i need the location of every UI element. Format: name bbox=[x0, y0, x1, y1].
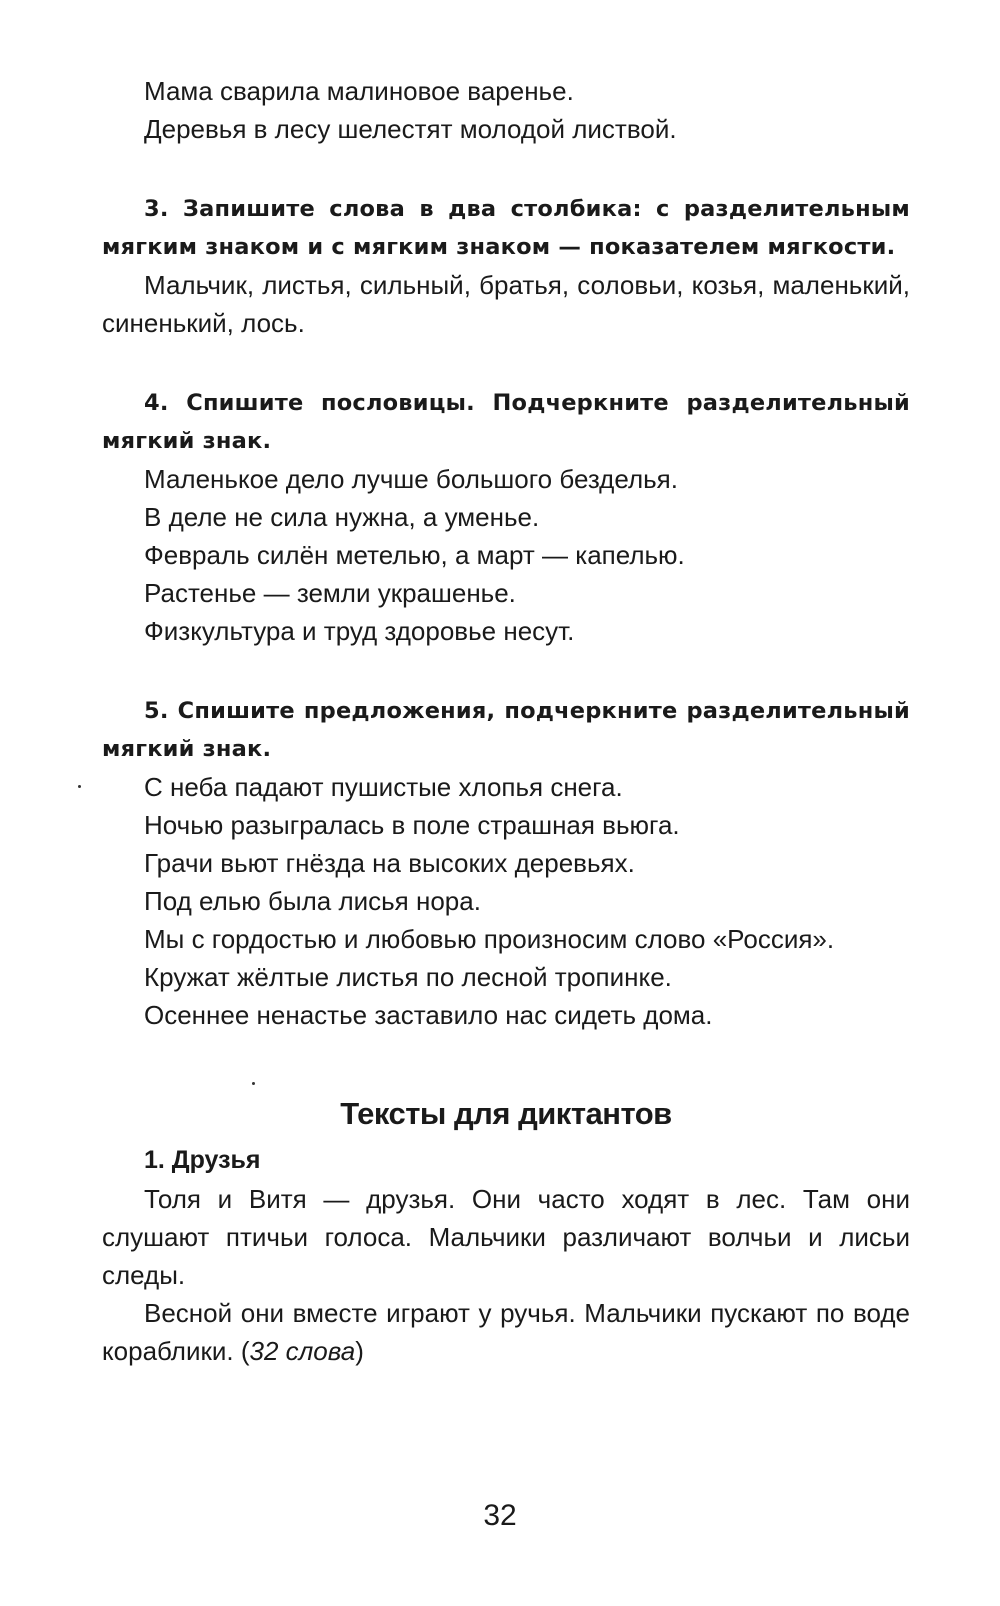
sentence-line: Мама сварила малиновое варенье. bbox=[144, 76, 574, 106]
sentence-line: Ночью разыгралась в поле страшная вьюга. bbox=[144, 810, 680, 840]
task-3-instruction: 3. Запишите слова в два столбика: с разделительным мягким знаком и с мягким знаком — показателем мягкости. bbox=[102, 196, 910, 260]
proverb-line: Февраль силён метелью, а март — капелью. bbox=[144, 540, 685, 570]
task-5-instruction: 5. Спишите предложения, подчеркните разделительный мягкий знак. bbox=[102, 698, 910, 762]
sentence-line: Мы с гордостью и любовью произносим слово «Россия». bbox=[144, 924, 835, 954]
proverb-line: Маленькое дело лучше большого безделья. bbox=[144, 464, 678, 494]
sentence-line: Деревья в лесу шелестят молодой листвой. bbox=[144, 114, 677, 144]
page-number: 32 bbox=[483, 1499, 517, 1532]
dictation-paragraph-1: Толя и Витя — друзья. Они часто ходят в лес. Там они слушают птичьи голоса. Мальчики различают волчьи и лисьи следы. bbox=[102, 1184, 910, 1290]
print-speck bbox=[78, 785, 81, 788]
sentence-line: Под елью была лисья нора. bbox=[144, 886, 481, 916]
section-title: Тексты для диктантов bbox=[340, 1096, 672, 1131]
sentence-line: Грачи вьют гнёзда на высоких деревьях. bbox=[144, 848, 635, 878]
document-page bbox=[102, 72, 910, 1370]
proverb-line: Растенье — земли украшенье. bbox=[144, 578, 516, 608]
sentence-line: С неба падают пушистые хлопья снега. bbox=[144, 772, 623, 802]
task-4-instruction: 4. Спишите пословицы. Подчеркните разделительный мягкий знак. bbox=[102, 390, 910, 454]
proverb-line: Физкультура и труд здоровье несут. bbox=[144, 616, 575, 646]
dictation-paragraph-2: Весной они вместе играют у ручья. Мальчики пускают по воде кораблики. (32 слова) bbox=[102, 1298, 910, 1366]
proverb-line: В деле не сила нужна, а уменье. bbox=[144, 502, 540, 532]
sentence-line: Осеннее ненастье заставило нас сидеть дома. bbox=[144, 1000, 713, 1030]
sentence-line: Кружат жёлтые листья по лесной тропинке. bbox=[144, 962, 672, 992]
word-count: 32 слова bbox=[249, 1336, 356, 1366]
print-speck bbox=[252, 1082, 255, 1085]
dictation-title: 1. Друзья bbox=[144, 1146, 261, 1174]
task-3-text: Мальчик, листья, сильный, братья, соловьи, козья, маленький, синенький, лось. bbox=[102, 270, 910, 338]
dictation-paragraph-2-text: Весной они вместе играют у ручья. Мальчики пускают по воде кораблики. bbox=[102, 1298, 910, 1366]
